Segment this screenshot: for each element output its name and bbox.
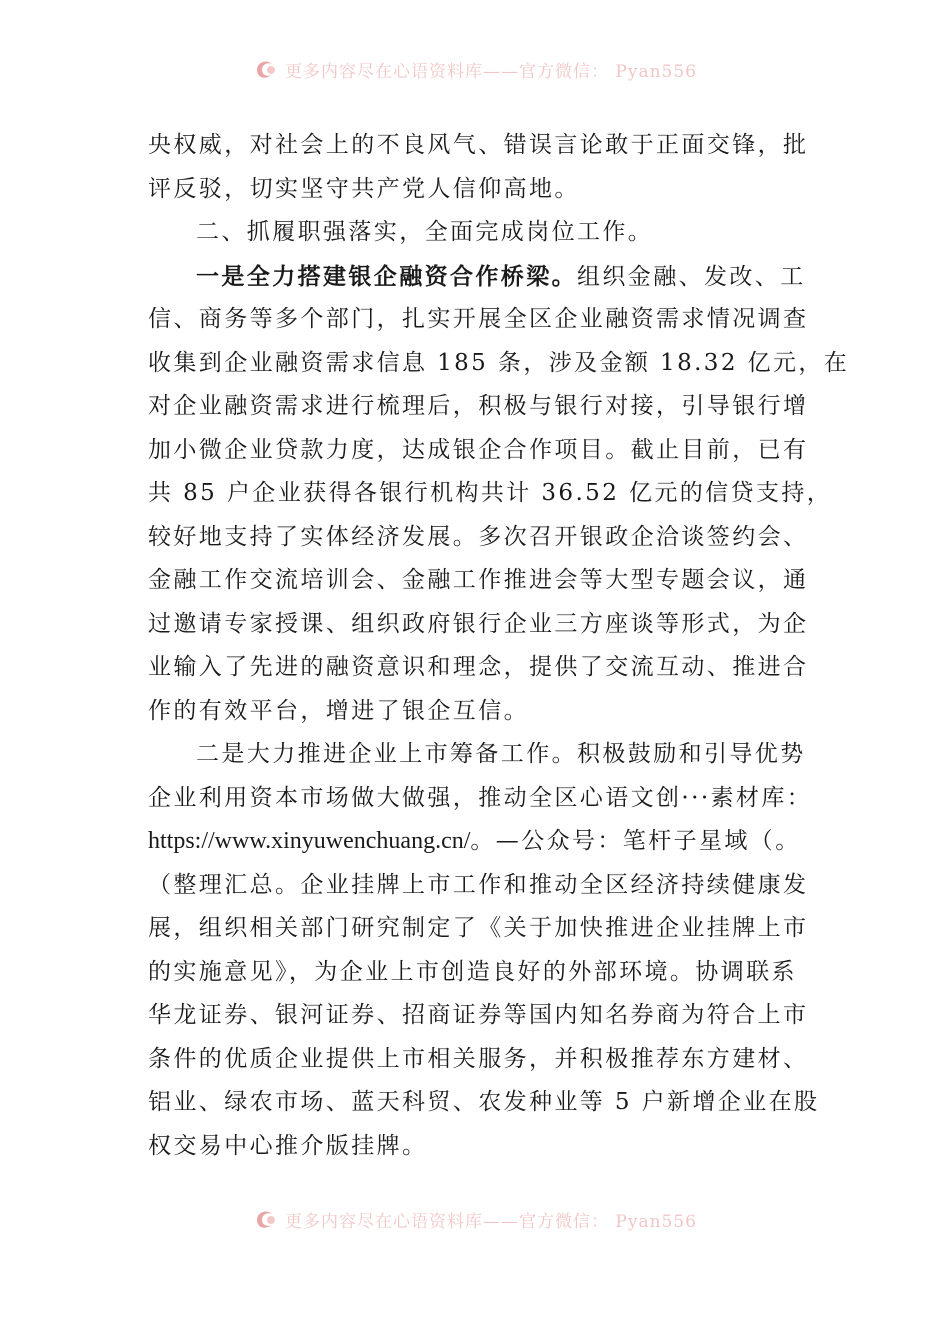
text-line: 企业利用资本市场做大做强，推动全区心语文创···素材库：	[148, 784, 813, 811]
text-line: （整理汇总。企业挂牌上市工作和推动全区经济持续健康发	[148, 871, 809, 898]
text-line: 收集到企业融资需求信息 185 条，涉及金额 18.32 亿元，在	[148, 349, 850, 376]
text-line: 共 85 户企业获得各银行机构共计 36.52 亿元的信贷支持，	[148, 480, 833, 506]
text-span: 组织金融、发改、工	[577, 263, 806, 290]
text-line: 评反驳，切实坚守共产党人信仰高地。	[148, 175, 580, 202]
text-line: 作的有效平台，增进了银企互信。	[148, 697, 529, 724]
paragraph-lead: 一是全力搭建银企融资合作桥梁。	[196, 262, 577, 290]
header-watermark	[0, 56, 950, 86]
text-line: 权交易中心推介版挂牌。	[148, 1132, 428, 1159]
text-line: 央权威，对社会上的不良风气、错误言论敢于正面交锋，批	[148, 132, 809, 158]
text-line: 铝业、绿农市场、蓝天科贸、农发种业等 5 户新增企业在股	[148, 1089, 820, 1115]
text-line: 华龙证券、银河证券、招商证券等国内知名券商为符合上市	[148, 1002, 809, 1028]
text-line: 业输入了先进的融资意识和理念，提供了交流互动、推进合	[148, 654, 809, 680]
text-line: 信、商务等多个部门，扎实开展全区企业融资需求情况调查	[148, 306, 809, 332]
text-line: 加小微企业贷款力度，达成银企合作项目。截止目前，已有	[148, 436, 809, 463]
document-body	[148, 124, 850, 1168]
footer-watermark-text: 更多内容尽在心语资料库——官方微信： Pyan556	[285, 1211, 697, 1232]
website-link[interactable]: https://www.xinyuwenchuang.cn/	[148, 828, 471, 854]
footer-watermark	[0, 1206, 950, 1236]
text-span: 。—公众号：笔杆子星域（。	[470, 828, 801, 854]
text-line: 展，组织相关部门研究制定了《关于加快推进企业挂牌上市	[148, 915, 809, 941]
text-line: 较好地支持了实体经济发展。多次召开银政企洽谈签约会、	[148, 523, 809, 550]
logo-icon	[253, 1206, 279, 1232]
text-line: 的实施意见》，为企业上市创造良好的外部环境。协调联系	[148, 958, 797, 985]
header-watermark-text: 更多内容尽在心语资料库——官方微信： Pyan556	[285, 61, 697, 82]
text-line: 对企业融资需求进行梳理后，积极与银行对接，引导银行增	[148, 393, 809, 419]
text-line: 过邀请专家授课、组织政府银行企业三方座谈等形式，为企	[148, 610, 809, 637]
section-heading: 二、抓履职强落实，全面完成岗位工作。	[196, 219, 654, 245]
text-line	[148, 255, 818, 299]
logo-icon	[253, 56, 279, 82]
text-line: 二是大力推进企业上市筹备工作。积极鼓励和引导优势	[196, 741, 806, 767]
text-line: 条件的优质企业提供上市相关服务，并积极推荐东方建材、	[148, 1045, 809, 1072]
text-line	[148, 820, 818, 864]
text-line: 金融工作交流培训会、金融工作推进会等大型专题会议，通	[148, 567, 809, 593]
